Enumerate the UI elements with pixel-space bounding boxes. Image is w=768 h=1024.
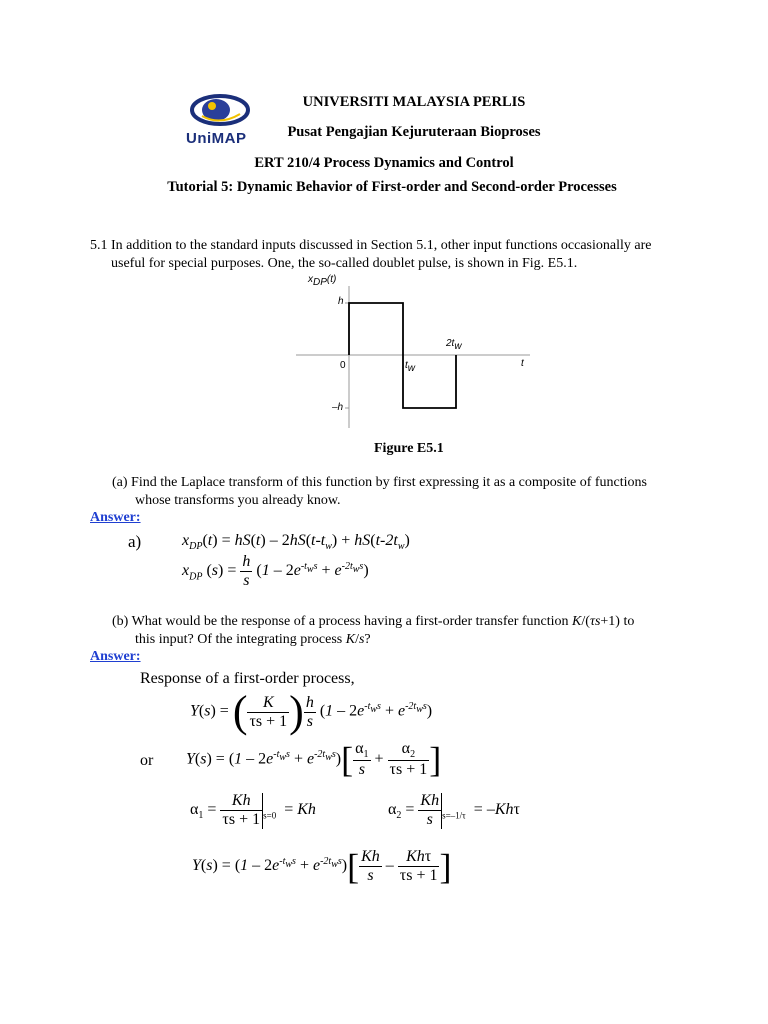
university-name: UNIVERSITI MALAYSIA PERLIS xyxy=(302,94,526,110)
y-axis-label: $x_{DP}(t)$ xyxy=(308,274,337,288)
tick-neg-h: –h xyxy=(332,402,344,413)
logo-text: UniMAP xyxy=(186,130,247,147)
doublet-pulse-figure xyxy=(290,272,540,432)
equation-alpha1: $\alpha_1$ = $\frac{Kh}{\tau s + 1}$ $_{s=0}$ = Kh xyxy=(190,792,316,828)
part-a-item: a) xyxy=(128,532,142,551)
part-a-line-2: whose transforms you already know. xyxy=(135,493,341,508)
equation-alpha2: $\alpha_2$ = $\frac{Kh}{s}$ $_{s=-1/\tau}$ = –Khτ xyxy=(388,792,520,828)
part-a-line-1: (a) Find the Laplace transform of this function by first expressing it as a composite of functions xyxy=(112,475,647,490)
question-line-1: 5.1 In addition to the standard inputs discussed in Section 5.1, other input functions occasionally are xyxy=(90,238,652,253)
equation-a1: $x_{DP}(t) = hS(t) - 2hS(t-t_w) + hS(t-2t_w)$ xyxy=(182,532,410,553)
equation-a2: $x_{DP}$ (s) = $\frac{h}{s}$ $(1 - 2e^{-t_ws} + e^{-2t_ws})$ xyxy=(182,553,369,589)
figure-caption: Figure E5.1 xyxy=(374,441,444,456)
response-intro: Response of a first-order process, xyxy=(140,670,355,687)
question-line-2: useful for special purposes. One, the so-called doublet pulse, is shown in Fig. E5.1. xyxy=(111,256,578,271)
equation-b3: $Y(s) = (1 - 2e^{-t_ws} + e^{-2t_ws})$[ $\frac{Kh}{s}$ – $\frac{\text{Khτ}}{\tau s + 1}$ ] xyxy=(192,846,452,887)
answer-label-a: Answer: xyxy=(90,510,141,525)
course-title: ERT 210/4 Process Dynamics and Control xyxy=(254,155,514,171)
tick-2tw: $2t_w$ xyxy=(446,338,462,352)
tick-h: h xyxy=(338,296,344,307)
origin-label: 0 xyxy=(340,360,346,371)
answer-label-b: Answer: xyxy=(90,649,141,664)
part-b-line-2: this input? Of the integrating process K/s? xyxy=(135,632,371,647)
equation-b2: $Y(s) = (1 - 2e^{-t_ws} + e^{-2t_ws})$[ $\frac{\alpha_1}{s}$ + $\frac{\alpha_2}{\tau s + 1}$ ] xyxy=(186,739,442,780)
equation-b1: Y(s) = ( $\frac{K}{\tau s + 1}$ ) $\frac{h}{s}$ $(1 - 2e^{-t_ws} + e^{-2t_ws})$ xyxy=(190,687,433,736)
tick-tw: $t_w$ xyxy=(405,360,416,374)
x-axis-label: t xyxy=(521,358,524,369)
school-name: Pusat Pengajian Kejuruteraan Bioproses xyxy=(287,124,541,140)
part-b-line-1: (b) What would be the response of a process having a first-order transfer function K/(τs+1) to xyxy=(112,614,635,629)
tutorial-title: Tutorial 5: Dynamic Behavior of First-order and Second-order Processes xyxy=(167,179,617,195)
or-label: or xyxy=(140,752,154,769)
